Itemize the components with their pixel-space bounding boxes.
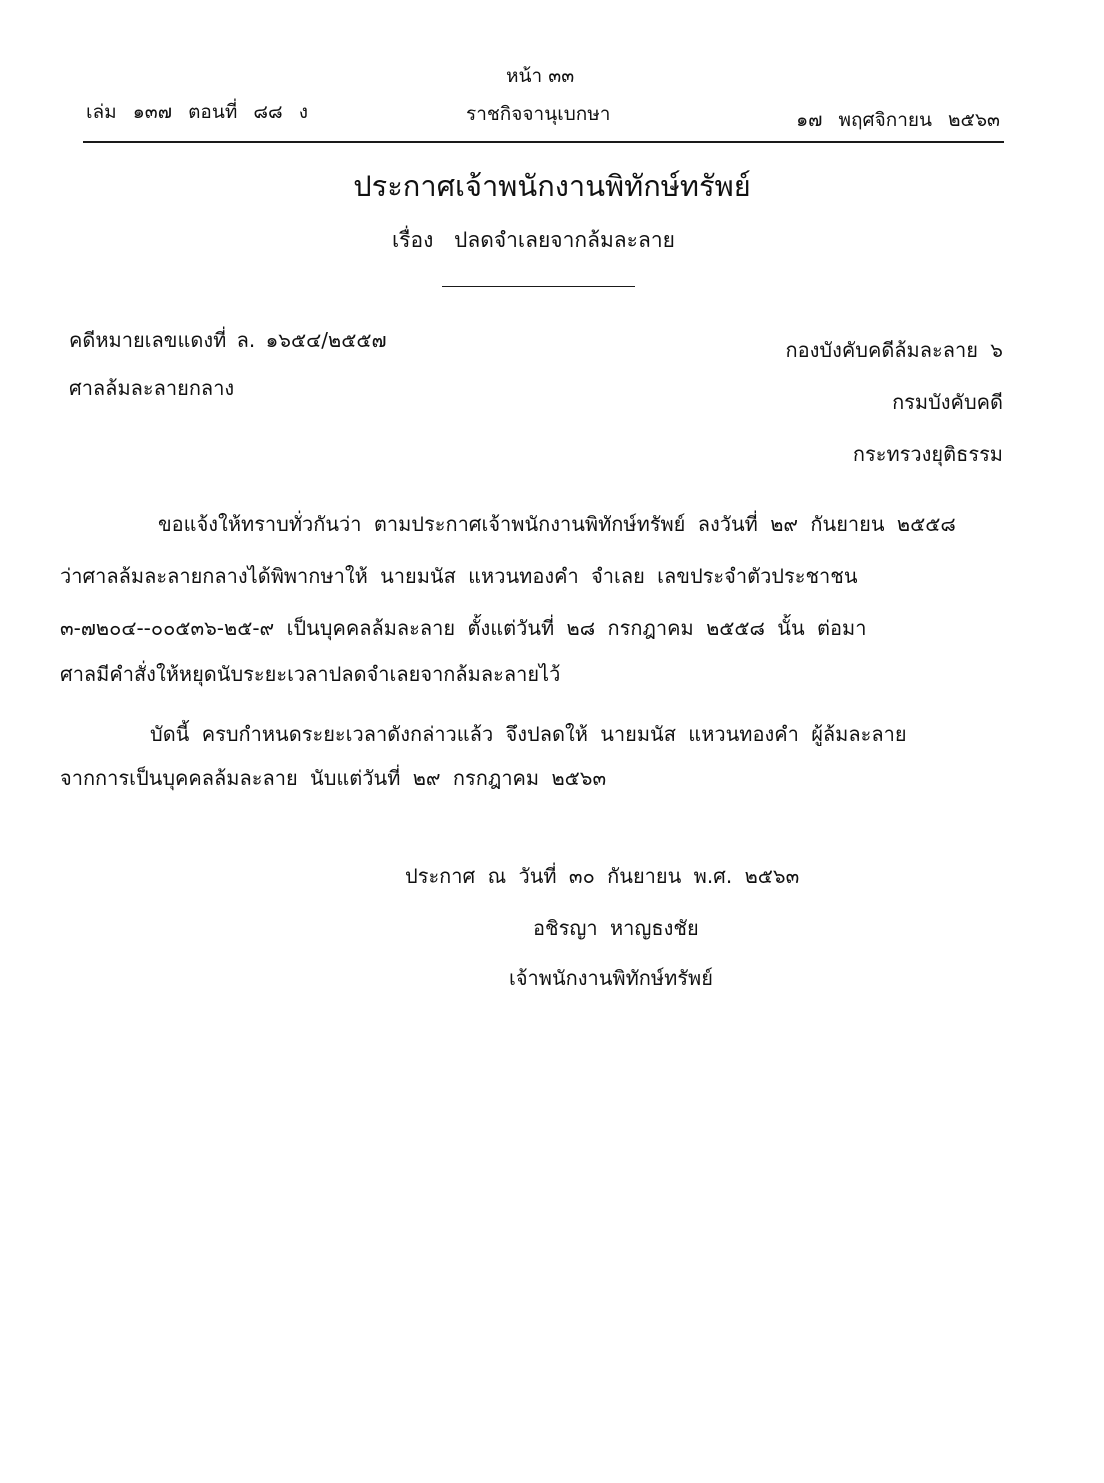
case-number: คดีหมายเลขแดงที่ ล. ๑๖๕๔/๒๕๕๗ — [69, 328, 387, 352]
body-line: ๓-๗๒๐๔--๐๐๕๓๖-๒๕-๙ เป็นบุคคลล้มละลาย ตั้งแต่วันที่ ๒๘ กรกฎาคม ๒๕๕๘ นั้น ต่อมา — [60, 616, 867, 640]
body-line: บัดนี้ ครบกำหนดระยะเวลาดังกล่าวแล้ว จึงปลดให้ นายมนัส แหวนทองคำ ผู้ล้มละลาย — [150, 722, 907, 746]
gazette-name: ราชกิจจานุเบกษา — [466, 103, 611, 125]
court-name: ศาลล้มละลายกลาง — [69, 376, 235, 400]
body-line: ขอแจ้งให้ทราบทั่วกันว่า ตามประกาศเจ้าพนักงานพิทักษ์ทรัพย์ ลงวันที่ ๒๙ กันยายน ๒๕๕๘ — [158, 512, 956, 536]
title-underline — [442, 286, 635, 287]
page-number: หน้า ๓๓ — [506, 65, 575, 87]
publication-date: ๑๗ พฤศจิกายน ๒๕๖๓ — [796, 109, 1000, 131]
division-name: กองบังคับคดีล้มละลาย ๖ — [785, 338, 1003, 362]
ministry-name: กระทรวงยุติธรรม — [852, 442, 1003, 466]
body-line: จากการเป็นบุคคลล้มละลาย นับแต่วันที่ ๒๙ กรกฎาคม ๒๕๖๓ — [60, 766, 607, 790]
signatory-position: เจ้าพนักงานพิทักษ์ทรัพย์ — [509, 966, 713, 990]
body-line: ศาลมีคำสั่งให้หยุดนับระยะเวลาปลดจำเลยจากล้มละลายไว้ — [60, 662, 561, 686]
body-line: ว่าศาลล้มละลายกลางได้พิพากษาให้ นายมนัส แหวนทองคำ จำเลย เลขประจำตัวประชาชน — [60, 564, 858, 588]
header-divider — [83, 141, 1004, 143]
signatory-name: อชิรญา หาญธงชัย — [533, 916, 699, 940]
department-name: กรมบังคับคดี — [892, 390, 1003, 414]
volume-issue: เล่ม ๑๓๗ ตอนที่ ๘๘ ง — [86, 101, 309, 123]
announcement-date: ประกาศ ณ วันที่ ๓๐ กันยายน พ.ศ. ๒๕๖๓ — [405, 864, 800, 888]
announcement-title: ประกาศเจ้าพนักงานพิทักษ์ทรัพย์ — [353, 169, 751, 203]
announcement-subject: เรื่อง ปลดจำเลยจากล้มละลาย — [392, 228, 675, 252]
